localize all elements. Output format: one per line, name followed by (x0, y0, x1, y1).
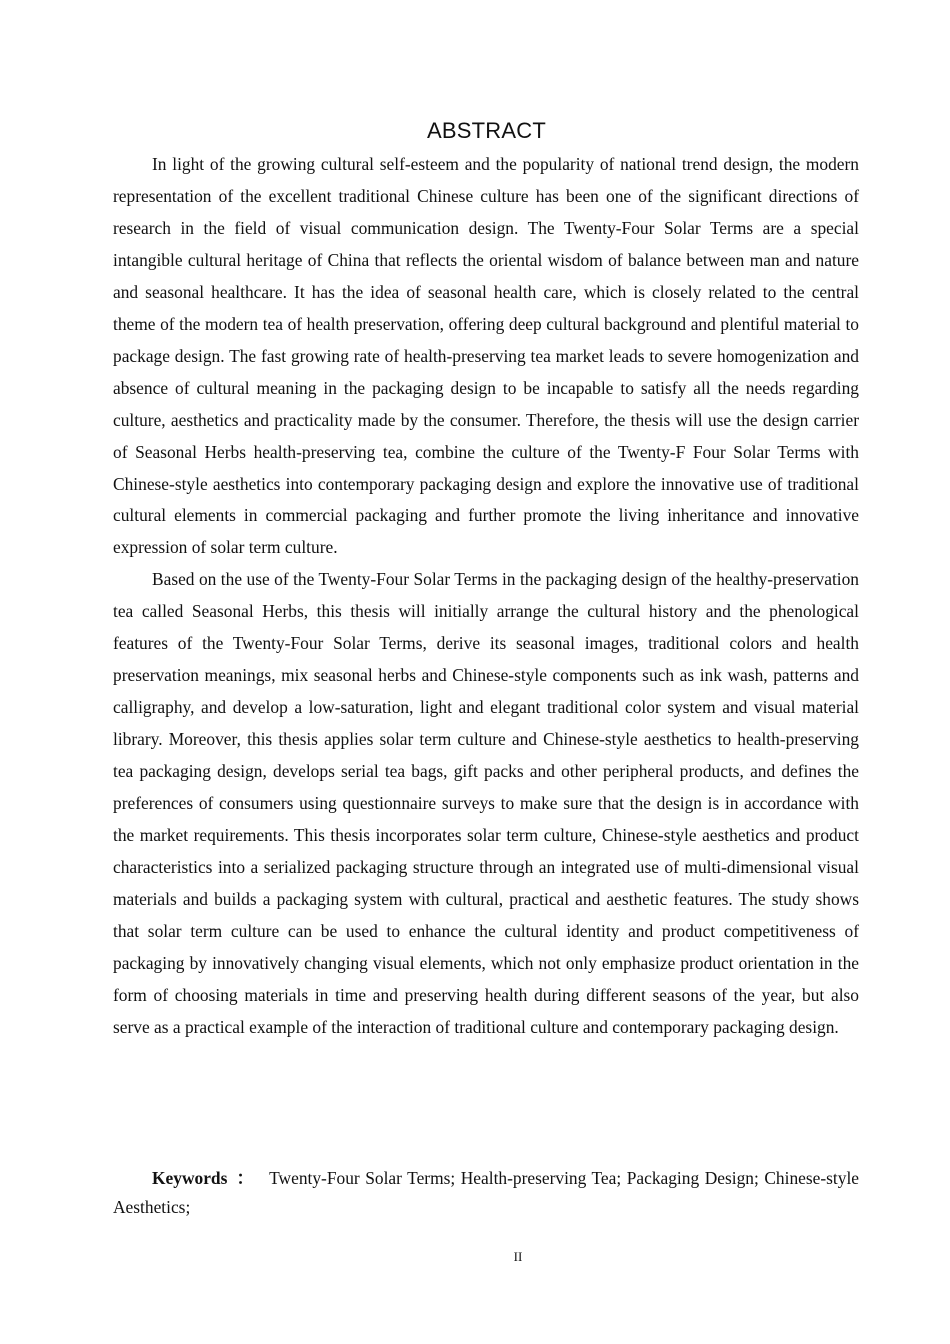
abstract-paragraph-1: In light of the growing cultural self-esteem and the popularity of national trend design, the modern representation of the excellent traditional Chinese culture has been one of the significant directions of research in the field of visual communication design. The Twenty-Four Solar Terms are a special intangible cultural heritage of China that reflects the oriental wisdom of balance between man and nature and seasonal healthcare. It has the idea of seasonal health care, which is closely related to the central theme of the modern tea of health preservation, offering deep cultural background and plentiful material to package design. The fast growing rate of health-preserving tea market leads to severe homogenization and absence of cultural meaning in the packaging design to be incapable to satisfy all the needs regarding culture, aesthetics and practicality made by the consumer. Therefore, the thesis will use the design carrier of Seasonal Herbs health-preserving tea, combine the culture of the Twenty-F Four Solar Terms with Chinese-style aesthetics into contemporary packaging design and explore the innovative use of traditional cultural elements in commercial packaging and further promote the living inheritance and innovative expression of solar term culture. (113, 154, 859, 558)
abstract-body (113, 149, 859, 1044)
page-number: II (513, 1249, 523, 1264)
abstract-paragraph-2: Based on the use of the Twenty-Four Solar Terms in the packaging design of the healthy-preservation tea called Seasonal Herbs, this thesis will initially arrange the cultural history and the phenological features of the Twenty-Four Solar Terms, derive its seasonal images, traditional colors and health preservation meanings, mix seasonal herbs and Chinese-style components such as ink wash, patterns and calligraphy, and develop a low-saturation, light and elegant traditional color system and visual material library. Moreover, this thesis applies solar term culture and Chinese-style aesthetics to health-preserving tea packaging design, develops serial tea bags, gift packs and other peripheral products, and defines the preferences of consumers using questionnaire surveys to make sure that the design is in accordance with the market requirements. This thesis incorporates solar term culture, Chinese-style aesthetics and product characteristics into a serialized packaging structure through an integrated use of multi-dimensional visual materials and builds a packaging system with cultural, practical and aesthetic features. The study shows that solar term culture can be used to enhance the cultural identity and product competitiveness of packaging by innovatively changing visual elements, which not only emphasize product orientation in the form of choosing materials in time and preserving health during different seasons of the year, but also serve as a practical example of the interaction of traditional culture and contemporary packaging design. (113, 569, 859, 1037)
keywords-line (113, 1164, 859, 1222)
abstract-title: ABSTRACT (427, 118, 546, 143)
keywords-text: Twenty-Four Solar Terms; Health-preserving Tea; Packaging Design; Chinese-style Aesthetics; (113, 1168, 859, 1217)
keywords-colon: ： (235, 1168, 256, 1188)
keywords-label: Keywords (152, 1168, 228, 1188)
